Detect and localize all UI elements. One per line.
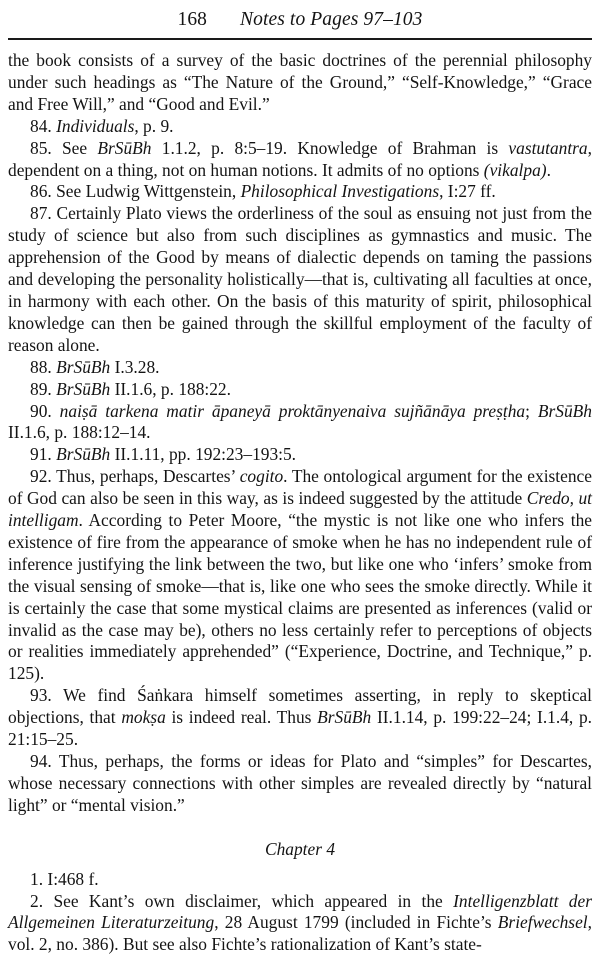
note-text: is indeed real. Thus xyxy=(165,707,318,728)
note-88 xyxy=(8,357,592,379)
note-87 xyxy=(8,203,592,356)
note-text: Thus, perhaps, Descartes’ xyxy=(56,466,240,487)
note-number: 89. xyxy=(30,378,52,399)
note-92 xyxy=(8,466,592,685)
chapter4-note-1 xyxy=(8,869,592,891)
note-text: We find Śaṅkara himself sometimes asserting, in reply to skeptical objections, that xyxy=(8,685,592,728)
note-text: II.1.6, p. 188:22. xyxy=(110,378,231,399)
chapter-heading: Chapter 4 xyxy=(264,838,336,859)
note-text: , 28 August 1799 (included in Fichte’s xyxy=(214,912,498,933)
note-number: 92. xyxy=(30,466,52,487)
sanskrit-term: vastutantra xyxy=(508,137,588,158)
note-continuation: the book consists of a survey of the basic doctrines of the perennial philosophy under such headings as “The Nature of the Ground,” “Self-Knowledge,” “Grace and Free Will,” and “Good and Evil.” xyxy=(8,50,592,114)
abbrev-brsubh: BrSūBh xyxy=(97,137,152,158)
sanskrit-term: mokṣa xyxy=(121,707,166,728)
note-90 xyxy=(8,401,592,445)
note-text: ; xyxy=(525,400,538,421)
note-number: 91. xyxy=(30,444,52,465)
page-number: 168 xyxy=(177,9,208,30)
work-title: Briefwechsel xyxy=(497,912,588,933)
note-text: Certainly Plato views the orderliness of the soul as ensuing not just from the study of science but also from such disciplines as gymnastics and music. The apprehension of the Good by means of dialectic depends on taming the passions and developing the personality holistically—that is, cultivating all faculties at once, in harmony with each other. On the basis of this maturity of spirit, philosophical knowledge can then be gained through the skillful employment of the faculty of reason alone. xyxy=(8,203,592,355)
note-text: , I:27 ff. xyxy=(439,181,496,202)
abbrev-brsubh: BrSūBh xyxy=(56,444,111,465)
note-number: 88. xyxy=(30,356,52,377)
latin-term: cogito xyxy=(239,466,284,487)
note-number: 1. xyxy=(30,868,44,889)
note-text: II.1.14, p. 199:22–24; I.1.4, p. 21:15–25. xyxy=(8,707,592,750)
header-rule xyxy=(8,38,592,40)
note-86 xyxy=(8,181,592,203)
sanskrit-quote: naiṣā tarkena matir āpaneyā proktānyenaiva sujñānāya preṣṭha xyxy=(59,400,526,421)
chapter4-note-2 xyxy=(8,891,592,957)
note-84 xyxy=(8,116,592,138)
note-text: Thus, perhaps, the forms or ideas for Plato and “simples” for Descartes, whose necessary connections with other simples are revealed directly by “natural light” or “mental vision.” xyxy=(8,751,592,815)
sanskrit-term: (vikalpa) xyxy=(483,159,547,180)
note-85 xyxy=(8,138,592,182)
note-number: 2. xyxy=(30,890,44,911)
note-text: II.1.11, pp. 192:23–193:5. xyxy=(110,444,297,465)
note-text: , dependent on a thing, not on human notions. It admits of no options xyxy=(8,137,592,180)
note-93 xyxy=(8,685,592,751)
running-title: Notes to Pages 97–103 xyxy=(240,9,423,30)
note-text: See Kant’s own disclaimer, which appeared in the xyxy=(53,890,454,911)
work-title: Philosophical Investigations xyxy=(240,181,440,202)
abbrev-brsubh: BrSūBh xyxy=(537,400,592,421)
note-text: . The ontological argument for the existence of God can also be seen in this way, as is indeed suggested by the attitude xyxy=(8,466,592,509)
note-89 xyxy=(8,379,592,401)
abbrev-brsubh: BrSūBh xyxy=(317,707,372,728)
note-number: 90. xyxy=(30,400,52,421)
note-number: 84. xyxy=(30,115,52,136)
note-91 xyxy=(8,444,592,466)
note-number: 86. xyxy=(30,181,52,202)
abbrev-brsubh: BrSūBh xyxy=(56,378,111,399)
note-94 xyxy=(8,751,592,817)
note-number: 93. xyxy=(30,685,52,706)
note-text: 1.1.2, p. 8:5–19. Knowledge of Brahman is xyxy=(151,137,509,158)
note-text: . xyxy=(546,159,551,180)
running-header xyxy=(0,6,600,34)
note-number: 87. xyxy=(30,203,52,224)
note-text: See Ludwig Wittgenstein, xyxy=(56,181,241,202)
note-text: , vol. 2, no. 386). But see also Fichte’s rationalization of Kant’s state- xyxy=(8,912,592,955)
note-number: 85. xyxy=(30,137,52,158)
note-text: See xyxy=(62,137,98,158)
periodical-title: Intelligenzblatt der Allgemeinen Literaturzeitung xyxy=(8,890,592,933)
latin-phrase: Credo, ut intelligam xyxy=(8,488,592,531)
note-text: II.1.6, p. 188:12–14. xyxy=(8,422,151,443)
note-number: 94. xyxy=(30,751,52,771)
notes-body xyxy=(8,50,592,956)
work-title: Individuals xyxy=(56,115,135,136)
note-text: I.3.28. xyxy=(110,356,160,377)
note-text: , p. 9. xyxy=(134,115,174,136)
note-text: I:468 f. xyxy=(47,868,99,889)
abbrev-brsubh: BrSūBh xyxy=(56,356,111,377)
note-text: . According to Peter Moore, “the mystic is not like one who infers the existence of fire from the appearance of smoke when he has no independent rule of inference justifying the link between the two, but like one who ‘infers’ smoke from the visual sensing of smoke—that is, like one who sees the smoke directly. While it is certainly the case that some mystical claims are presented as inferences (valid or invalid as the case may be), others no less certainly refer to perceptions of objects or realities immediately apprehended” (“Experience, Doctrine, and Technique,” p. 125). xyxy=(8,510,592,684)
